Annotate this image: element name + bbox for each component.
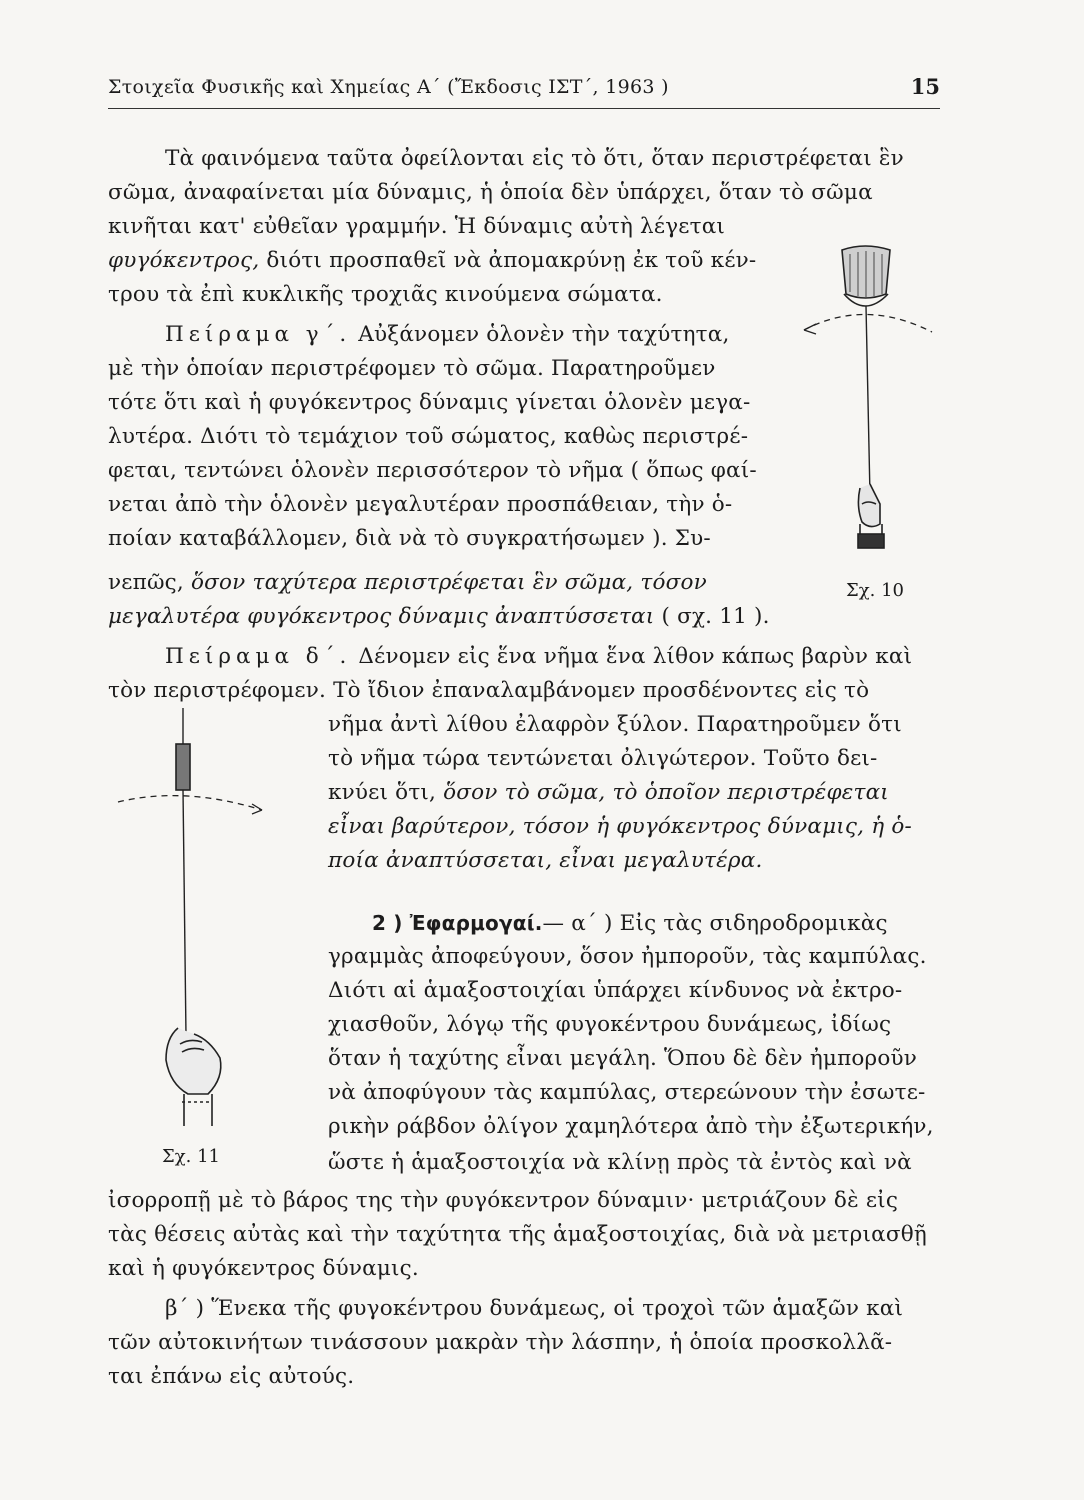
text-line: τὰς θέσεις αὐτὰς καὶ τὴν ταχύτητα τῆς ἁμαξοστοιχίας, διὰ νὰ μετριασθῇ: [108, 1222, 927, 1247]
page-number: 15: [910, 74, 940, 99]
text-line: ἰσορροπῇ μὲ τὸ βάρος της τὴν φυγόκεντρον δύναμιν· μετριάζουν δὲ εἰς: [108, 1188, 899, 1213]
experiment-c-label: Πείραμα γ΄.: [165, 322, 352, 347]
figure-10-caption: Σχ. 10: [846, 580, 904, 601]
text-line: 2 ) Ἐφαρμογαί.— α΄ ) Εἰς τὰς σιδηροδρομικὰς: [372, 911, 888, 936]
text-line: κινῆται κατ' εὐθεῖαν γραμμήν. Ἡ δύναμις αὐτὴ λέγεται: [108, 214, 726, 239]
text-line: μεγαλυτέρα φυγόκεντρος δύναμις ἀναπτύσσεται ( σχ. 11 ).: [108, 604, 770, 629]
text-line: καὶ ἡ φυγόκεντρος δύναμις.: [108, 1256, 419, 1281]
text-line: ρικὴν ράβδον ὀλίγον χαμηλότερα ἀπὸ τὴν ἐξωτερικήν,: [328, 1114, 934, 1139]
text-line: χιασθοῦν, λόγῳ τῆς φυγοκέντρου δυνάμεως, ἰδίως: [328, 1012, 892, 1037]
experiment-d-label: Πείραμα δ΄.: [165, 644, 352, 669]
text-line: ποίαν καταβάλλομεν, διὰ νὰ τὸ συγκρατήσωμεν ). Συ-: [108, 526, 711, 551]
text-line: Πείραμα γ΄. Αὐξάνομεν ὁλονὲν τὴν ταχύτητα,: [165, 322, 730, 347]
text-line: νεπῶς, ὅσον ταχύτερα περιστρέφεται ἓν σῶμα, τόσον: [108, 570, 707, 595]
text-line: φυγόκεντρος, διότι προσπαθεῖ νὰ ἀπομακρύνῃ ἐκ τοῦ κέν-: [108, 248, 757, 273]
text-line: τῶν αὐτοκινήτων τινάσσουν μακρὰν τὴν λάσπην, ἡ ὁποία προσκολλᾶ-: [108, 1330, 893, 1355]
text-line: Τὰ φαινόμενα ταῦτα ὀφείλονται εἰς τὸ ὅτι, ὅταν περιστρέφεται ἓν: [165, 146, 904, 171]
applications-heading: 2 ) Ἐφαρμογαί.: [372, 911, 543, 935]
text-line: ὅταν ἡ ταχύτης εἶναι μεγάλη. Ὅπου δὲ δὲν ἠμποροῦν: [328, 1046, 918, 1071]
bucket-on-string-figure: [810, 238, 940, 558]
text-line: νῆμα ἀντὶ λίθου ἐλαφρὸν ξύλον. Παρατηροῦμεν ὅτι: [328, 712, 902, 737]
text-line: σῶμα, ἀναφαίνεται μία δύναμις, ἡ ὁποία δὲν ὑπάρχει, ὅταν τὸ σῶμα: [108, 180, 873, 205]
stick-on-string-figure: [112, 706, 282, 1136]
text-line: τὸν περιστρέφομεν. Τὸ ἴδιον ἐπαναλαμβάνομεν προσδένοντες εἰς τὸ: [108, 678, 870, 703]
running-header: [108, 72, 940, 109]
text-line: τρου τὰ ἐπὶ κυκλικῆς τροχιᾶς κινούμενα σώματα.: [108, 282, 663, 307]
text-line: τότε ὅτι καὶ ἡ φυγόκεντρος δύναμις γίνεται ὁλονὲν μεγα-: [108, 390, 751, 415]
text-line: κνύει ὅτι, ὅσον τὸ σῶμα, τὸ ὁποῖον περιστρέφεται: [328, 780, 889, 805]
text-line: ται ἐπάνω εἰς αὐτούς.: [108, 1364, 355, 1389]
figure-11-caption: Σχ. 11: [162, 1146, 220, 1167]
running-title: Στοιχεῖα Φυσικῆς καὶ Χημείας Α΄ (Ἔκδοσις ΙΣΤ΄, 1963 ): [108, 76, 669, 98]
text-line: λυτέρα. Διότι τὸ τεμάχιον τοῦ σώματος, καθὼς περιστρέ-: [108, 424, 749, 449]
text-line: νεται ἀπὸ τὴν ὁλονὲν μεγαλυτέραν προσπάθειαν, τὴν ὁ-: [108, 492, 733, 517]
text-line: ὥστε ἡ ἁμαξοστοιχία νὰ κλίνῃ πρὸς τὰ ἐντὸς καὶ νὰ: [328, 1150, 912, 1175]
text-line: φεται, τεντώνει ὁλονὲν περισσότερον τὸ νῆμα ( ὅπως φαί-: [108, 458, 757, 483]
text-line: Διότι αἱ ἁμαξοστοιχίαι ὑπάρχει κίνδυνος νὰ ἐκτρο-: [328, 978, 903, 1003]
text-line: Πείραμα δ΄. Δένομεν εἰς ἕνα νῆμα ἕνα λίθον κάπως βαρὺν καὶ: [165, 644, 913, 669]
text-line: γραμμὰς ἀποφεύγουν, ὅσον ἠμποροῦν, τὰς καμπύλας.: [328, 944, 927, 969]
text-line: τὸ νῆμα τώρα τεντώνεται ὀλιγώτερον. Τοῦτο δει-: [328, 746, 878, 771]
text-line: β΄ ) Ἕνεκα τῆς φυγοκέντρου δυνάμεως, οἱ τροχοὶ τῶν ἁμαξῶν καὶ: [165, 1296, 904, 1321]
text-line: μὲ τὴν ὁποίαν περιστρέφομεν τὸ σῶμα. Παρατηροῦμεν: [108, 356, 716, 381]
text-line: ποία ἀναπτύσσεται, εἶναι μεγαλυτέρα.: [328, 848, 763, 873]
text-line: εἶναι βαρύτερον, τόσον ἡ φυγόκεντρος δύναμις, ἡ ὁ-: [328, 814, 912, 839]
text-line: νὰ ἀποφύγουν τὰς καμπύλας, στερεώνουν τὴν ἐσωτε-: [328, 1080, 926, 1105]
